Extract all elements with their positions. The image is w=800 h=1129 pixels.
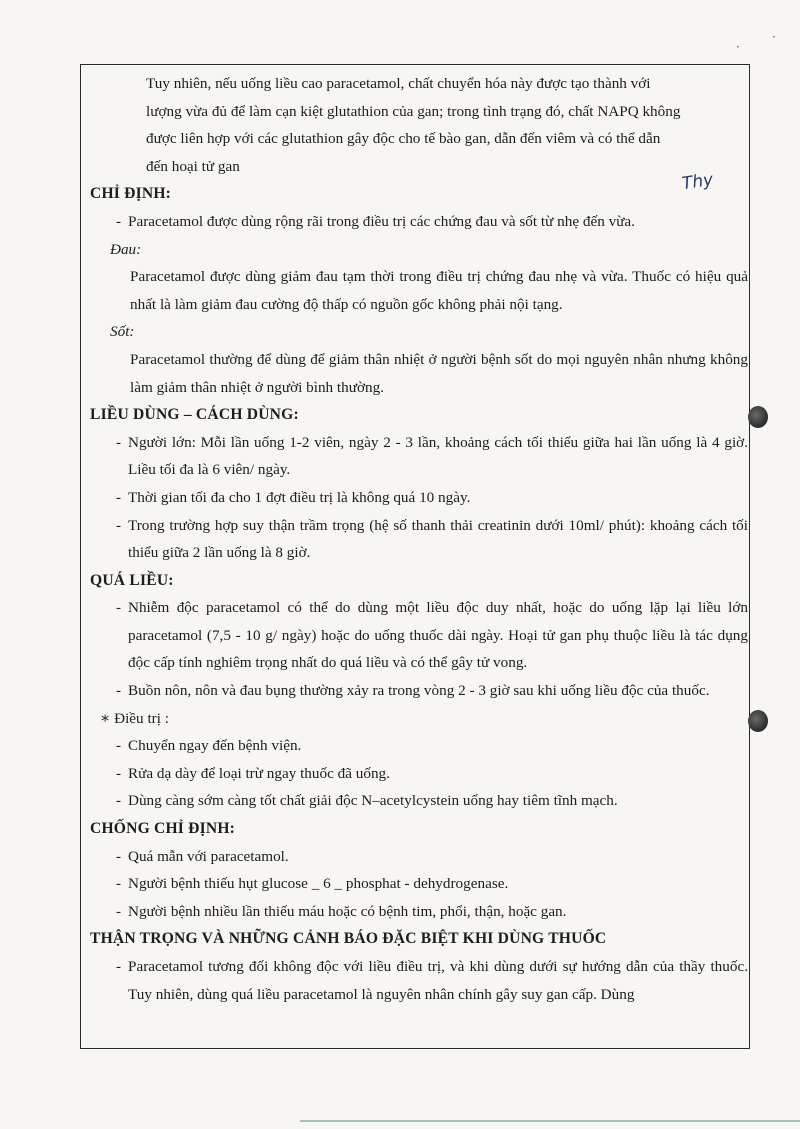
- intro-paragraph: Tuy nhiên, nếu uống liều cao paracetamol, chất chuyển hóa này được tạo thành với lượng vừa đủ để làm cạn kiệt glutathion của gan; trong tình trạng đó, chất NAPQ không được liên hợp với các glutathion gây độc cho tế bào gan, dẫn đến viêm và có thể dẫn đến hoại tử gan: [146, 75, 681, 175]
- subheading-dau: Đau:: [110, 240, 142, 258]
- paragraph-sot: Paracetamol thường để dùng để giảm thân nhiệt ở người bệnh sốt do mọi nguyên nhân nhưng không làm giảm thân nhiệt ở người bình thường.: [130, 350, 748, 396]
- section-heading-chi-dinh: CHỈ ĐỊNH:: [90, 185, 172, 203]
- subheading-sot: Sốt:: [110, 323, 135, 341]
- list-item: - Buồn nôn, nôn và đau bụng thường xảy ra trong vòng 2 - 3 giờ sau khi uống liều độc của thuốc.: [90, 677, 748, 705]
- list-item: - Dùng càng sớm càng tốt chất giải độc N–acetylcystein uống hay tiêm tĩnh mạch.: [90, 787, 748, 815]
- list-item: - Rửa dạ dày để loại trừ ngay thuốc đã uống.: [90, 760, 748, 788]
- document-body: [90, 70, 748, 1008]
- handwritten-signature: Thy: [680, 169, 715, 195]
- subheading-dieu-tri: ∗ Điều trị :: [100, 709, 169, 727]
- list-item: - Quá mẫn với paracetamol.: [90, 843, 748, 871]
- list-item: - Người bệnh thiếu hụt glucose _ 6 _ phosphat - dehydrogenase.: [90, 870, 748, 898]
- list-item: - Chuyển ngay đến bệnh viện.: [90, 732, 748, 760]
- list-item: - Người lớn: Mỗi lần uống 1-2 viên, ngày 2 - 3 lần, khoảng cách tối thiểu giữa hai lần uống là 4 giờ. Liều tối đa là 6 viên/ ngày.: [90, 429, 748, 484]
- list-item: - Paracetamol được dùng rộng rãi trong điều trị các chứng đau và sốt từ nhẹ đến vừa.: [90, 208, 748, 236]
- section-heading-lieu-dung: LIỀU DÙNG – CÁCH DÙNG:: [90, 406, 299, 424]
- scan-edge-line: [300, 1120, 800, 1122]
- list-item: - Paracetamol tương đối không độc với liều điều trị, và khi dùng dưới sự hướng dẫn của thầy thuốc. Tuy nhiên, dùng quá liều paracetamol là nguyên nhân chính gây suy gan cấp. Dùng: [90, 953, 748, 1008]
- list-item: - Người bệnh nhiều lần thiếu máu hoặc có bệnh tim, phổi, thận, hoặc gan.: [90, 898, 748, 926]
- scan-speck: ·: [736, 40, 740, 54]
- paragraph-dau: Paracetamol được dùng giảm đau tạm thời trong điều trị chứng đau nhẹ và vừa. Thuốc có hiệu quả nhất là làm giảm đau cường độ thấp có nguồn gốc không phải nội tạng.: [130, 268, 748, 313]
- punch-hole-icon: [748, 710, 768, 732]
- punch-hole-icon: [748, 406, 768, 428]
- section-heading-than-trong: THẬN TRỌNG VÀ NHỮNG CẢNH BÁO ĐẶC BIỆT KHI DÙNG THUỐC: [90, 930, 607, 948]
- list-item: - Trong trường hợp suy thận trầm trọng (hệ số thanh thải creatinin dưới 10ml/ phút): khoảng cách tối thiểu giữa 2 lần uống là 8 giờ.: [90, 512, 748, 567]
- section-heading-qua-lieu: QUÁ LIỀU:: [90, 571, 174, 589]
- scan-speck: ·: [772, 30, 776, 44]
- list-item: - Thời gian tối đa cho 1 đợt điều trị là không quá 10 ngày.: [90, 484, 748, 512]
- section-heading-chong-chi-dinh: CHỐNG CHỈ ĐỊNH:: [90, 820, 236, 838]
- list-item: - Nhiễm độc paracetamol có thể do dùng một liều độc duy nhất, hoặc do uống lặp lại liều lớn paracetamol (7,5 - 10 g/ ngày) hoặc do uống thuốc dài ngày. Hoại tử gan phụ thuộc liều là tác dụng độc cấp tính nghiêm trọng nhất do quá liều và có thể gây tử vong.: [90, 594, 748, 677]
